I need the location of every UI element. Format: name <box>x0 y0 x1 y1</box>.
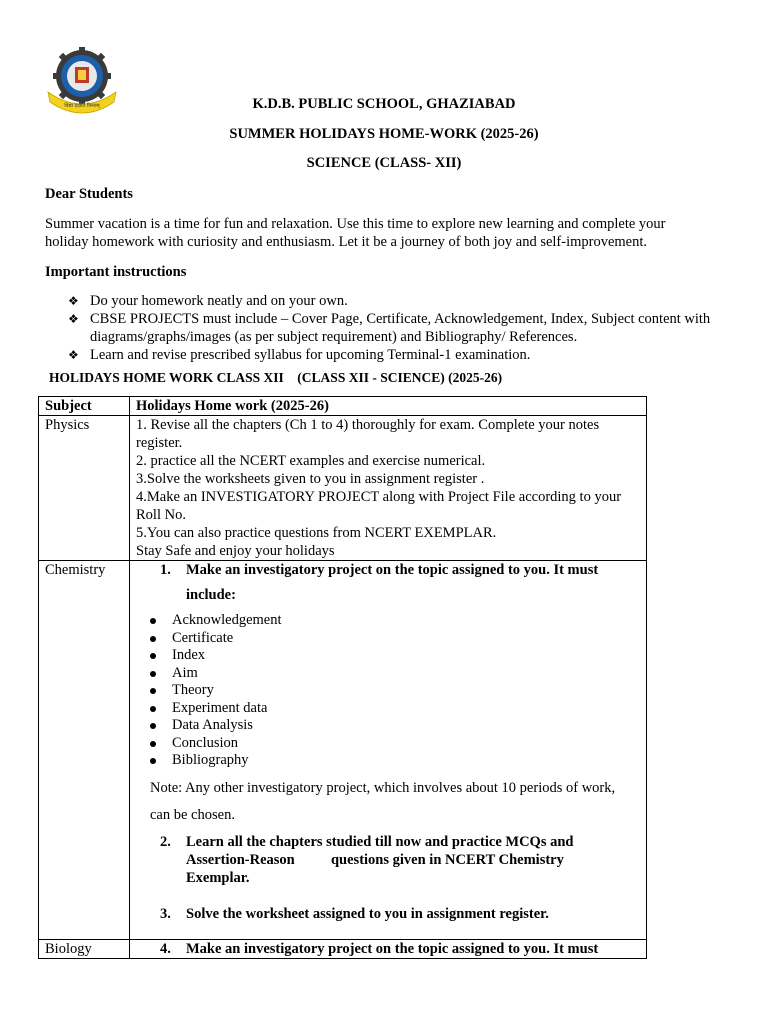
diamond-bullet-icon: ❖ <box>68 348 79 362</box>
school-name: K.D.B. PUBLIC SCHOOL, GHAZIABAD <box>252 96 516 112</box>
table-header-row <box>39 397 647 416</box>
homework-title: SUMMER HOLIDAYS HOME-WORK (2025-26) <box>229 126 539 142</box>
intro-line-2: holiday homework with curiosity and enthusiasm. Let it be a journey of both joy and self-improvement. <box>45 234 648 250</box>
logo-motto: विद्या ददाति विनयम् <box>64 103 100 109</box>
table-caption: HOLIDAYS HOME WORK CLASS XII (CLASS XII - SCIENCE) (2025-26) <box>49 370 503 385</box>
chemistry-work: 1. Make an investigatory project on the topic assigned to you. It must include: Acknowledgement Certificate Index Aim Theory Experiment data Data Analysis Conclusion Bibliography Note: Any other investigatory project, which involves about 10 periods of work, can be chosen. 2. Learn all the chapters studied till now and practice MCQs and Assertion-Reason questions given in NCERT Chemistry Exemplar. 3. Solve the worksheet assigned to you in assignment register. <box>130 561 647 940</box>
list-item: Experiment data <box>136 700 640 718</box>
note-line-2: can be chosen. <box>150 806 235 823</box>
instructions-list <box>68 292 718 364</box>
instructions-heading: Important instructions <box>45 264 187 280</box>
intro-line-1: Summer vacation is a time for fun and relaxation. Use this time to explore new learning and complete your <box>45 216 666 232</box>
chem-item-2: 2. Learn all the chapters studied till now and practice MCQs and Assertion-Reason questions given in NCERT Chemistry Exemplar. <box>160 833 574 886</box>
list-item: Certificate <box>136 630 640 648</box>
list-item: Index <box>136 647 640 665</box>
diamond-bullet-icon: ❖ <box>68 312 79 326</box>
instruction-item: ❖ Learn and revise prescribed syllabus for upcoming Terminal-1 examination. <box>68 347 531 363</box>
greeting: Dear Students <box>45 186 133 202</box>
note-line-1: Note: Any other investigatory project, which involves about 10 periods of work, <box>150 779 616 796</box>
list-item: Aim <box>136 665 640 683</box>
subject-physics: Physics <box>39 416 130 561</box>
header-work: Holidays Home work (2025-26) <box>130 397 647 416</box>
table-row-physics <box>39 416 647 561</box>
biology-work <box>130 939 647 958</box>
diamond-bullet-icon: ❖ <box>68 294 79 308</box>
instruction-item: ❖ Do your homework neatly and on your own. <box>68 293 348 309</box>
header-subject: Subject <box>39 397 130 416</box>
table-row-chemistry <box>39 561 647 940</box>
subject-chemistry: Chemistry <box>39 561 130 940</box>
homework-table <box>38 396 647 959</box>
subject-class-title: SCIENCE (CLASS- XII) <box>306 155 462 171</box>
list-item: Bibliography <box>136 752 640 770</box>
table-row-biology <box>39 939 647 958</box>
list-item: Theory <box>136 682 640 700</box>
chem-item-3: 3. Solve the worksheet assigned to you in assignment register. <box>160 905 549 922</box>
subject-biology: Biology <box>39 939 130 958</box>
list-item: Data Analysis <box>136 717 640 735</box>
list-item: Conclusion <box>136 735 640 753</box>
chem-item-1: 1. Make an investigatory project on the topic assigned to you. It must <box>160 562 599 578</box>
instruction-item: ❖ CBSE PROJECTS must include – Cover Page, Certificate, Acknowledgement, Index, Subject content with diagrams/graphs/images (as per subject requirement) and Bibliography/ References. <box>68 311 711 345</box>
physics-work: 1. Revise all the chapters (Ch 1 to 4) thoroughly for exam. Complete your notes register. 2. practice all the NCERT examples and exercise numerical. 3.Solve the worksheets given to you in assignment register . 4.Make an INVESTIGATORY PROJECT along with Project File according to your Roll No. 5.You can also practice questions from NCERT EXEMPLAR. Stay Safe and enjoy your holidays <box>130 416 647 561</box>
bio-item-4: 4. Make an investigatory project on the topic assigned to you. It must <box>160 940 599 957</box>
project-contents-list <box>136 612 640 770</box>
list-item: Acknowledgement <box>136 612 640 630</box>
